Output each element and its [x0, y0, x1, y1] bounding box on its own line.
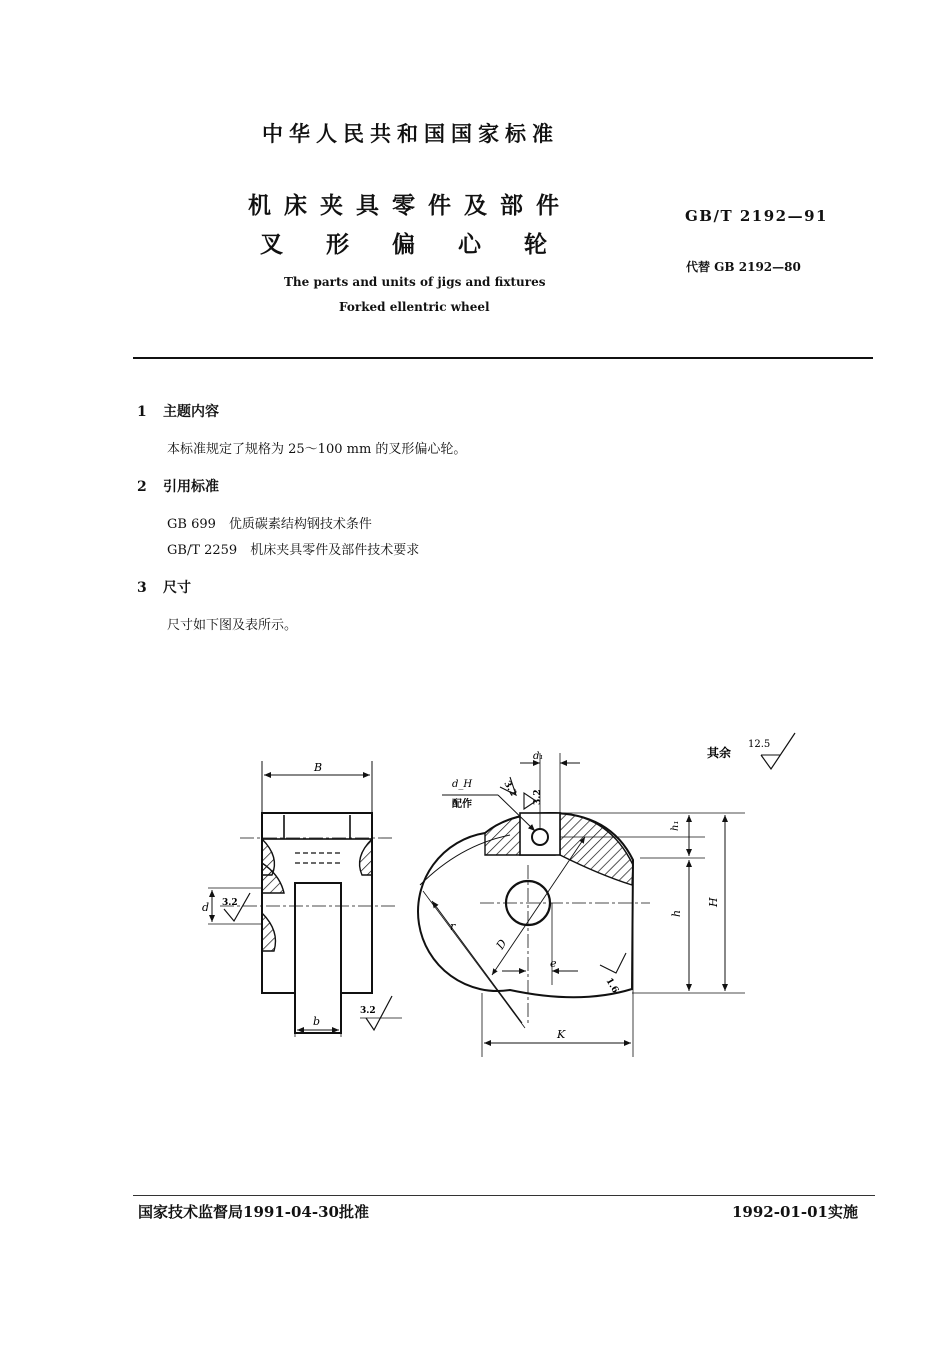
dim-e: e	[550, 957, 557, 970]
dim-h: h	[670, 909, 683, 917]
title-char: 轮	[524, 231, 547, 258]
dim-d1: d₁	[533, 751, 544, 762]
title-char: 形	[326, 231, 349, 258]
title-char: 偏	[392, 231, 415, 258]
footer-divider	[133, 1195, 875, 1196]
english-title-1: The parts and units of jigs and fixtures	[284, 275, 546, 289]
roughness-dH-value: 3.2	[501, 779, 518, 799]
header-divider	[133, 357, 873, 359]
issuing-organization: 中华人民共和国国家标准	[262, 121, 559, 146]
front-view	[418, 751, 745, 1057]
roughness-b-value: 3.2	[360, 1006, 376, 1016]
section-2-heading	[137, 476, 219, 496]
side-view	[202, 761, 402, 1037]
dim-dH: d_H	[452, 779, 473, 790]
roughness-note-label: 其余	[707, 746, 732, 760]
title-char: 叉	[260, 231, 283, 258]
approval-date: 国家技术监督局1991-04-30批准	[138, 1203, 369, 1221]
section-number: 2	[137, 479, 147, 495]
technical-drawing	[180, 725, 820, 1065]
roughness-contact-value: 1.6	[603, 976, 620, 996]
replaces-standard: 代替 GB 2192—80	[686, 260, 801, 274]
dim-d: d	[202, 901, 210, 914]
title-char: 心	[458, 231, 481, 258]
section-title: 尺寸	[163, 580, 191, 596]
reference-standard-2: GB/T 2259 机床夹具零件及部件技术要求	[167, 543, 420, 558]
dim-H: H	[707, 897, 720, 907]
roughness-d-value: 3.2	[222, 898, 238, 908]
dim-D: D	[493, 937, 510, 952]
document-title-line-2	[260, 226, 590, 259]
section-1-heading	[137, 401, 219, 421]
roughness-general-value: 12.5	[748, 739, 771, 750]
section-number: 3	[137, 580, 147, 596]
section-title: 引用标准	[163, 479, 219, 495]
section-title: 主题内容	[163, 404, 219, 420]
section-3-text: 尺寸如下图及表所示。	[167, 618, 298, 633]
dim-h1: h₁	[670, 820, 681, 831]
reference-standard-1: GB 699 优质碳素结构钢技术条件	[167, 517, 372, 532]
english-title-2: Forked ellentric wheel	[339, 300, 490, 314]
section-1-text: 本标准规定了规格为 25～100 mm 的叉形偏心轮。	[167, 442, 467, 457]
document-title-line-1: 机床夹具零件及部件	[248, 192, 572, 219]
section-3-heading	[137, 577, 191, 597]
dim-r: r	[450, 920, 456, 933]
dim-b: b	[313, 1015, 321, 1028]
section-number: 1	[137, 404, 147, 420]
roughness-d1-value: 3.2	[533, 789, 543, 805]
fit-label: 配作	[452, 799, 472, 810]
effective-date: 1992-01-01实施	[732, 1203, 858, 1221]
dim-K: K	[557, 1028, 566, 1041]
dim-B: B	[314, 761, 323, 774]
standard-code: GB/T 2192—91	[685, 207, 828, 225]
